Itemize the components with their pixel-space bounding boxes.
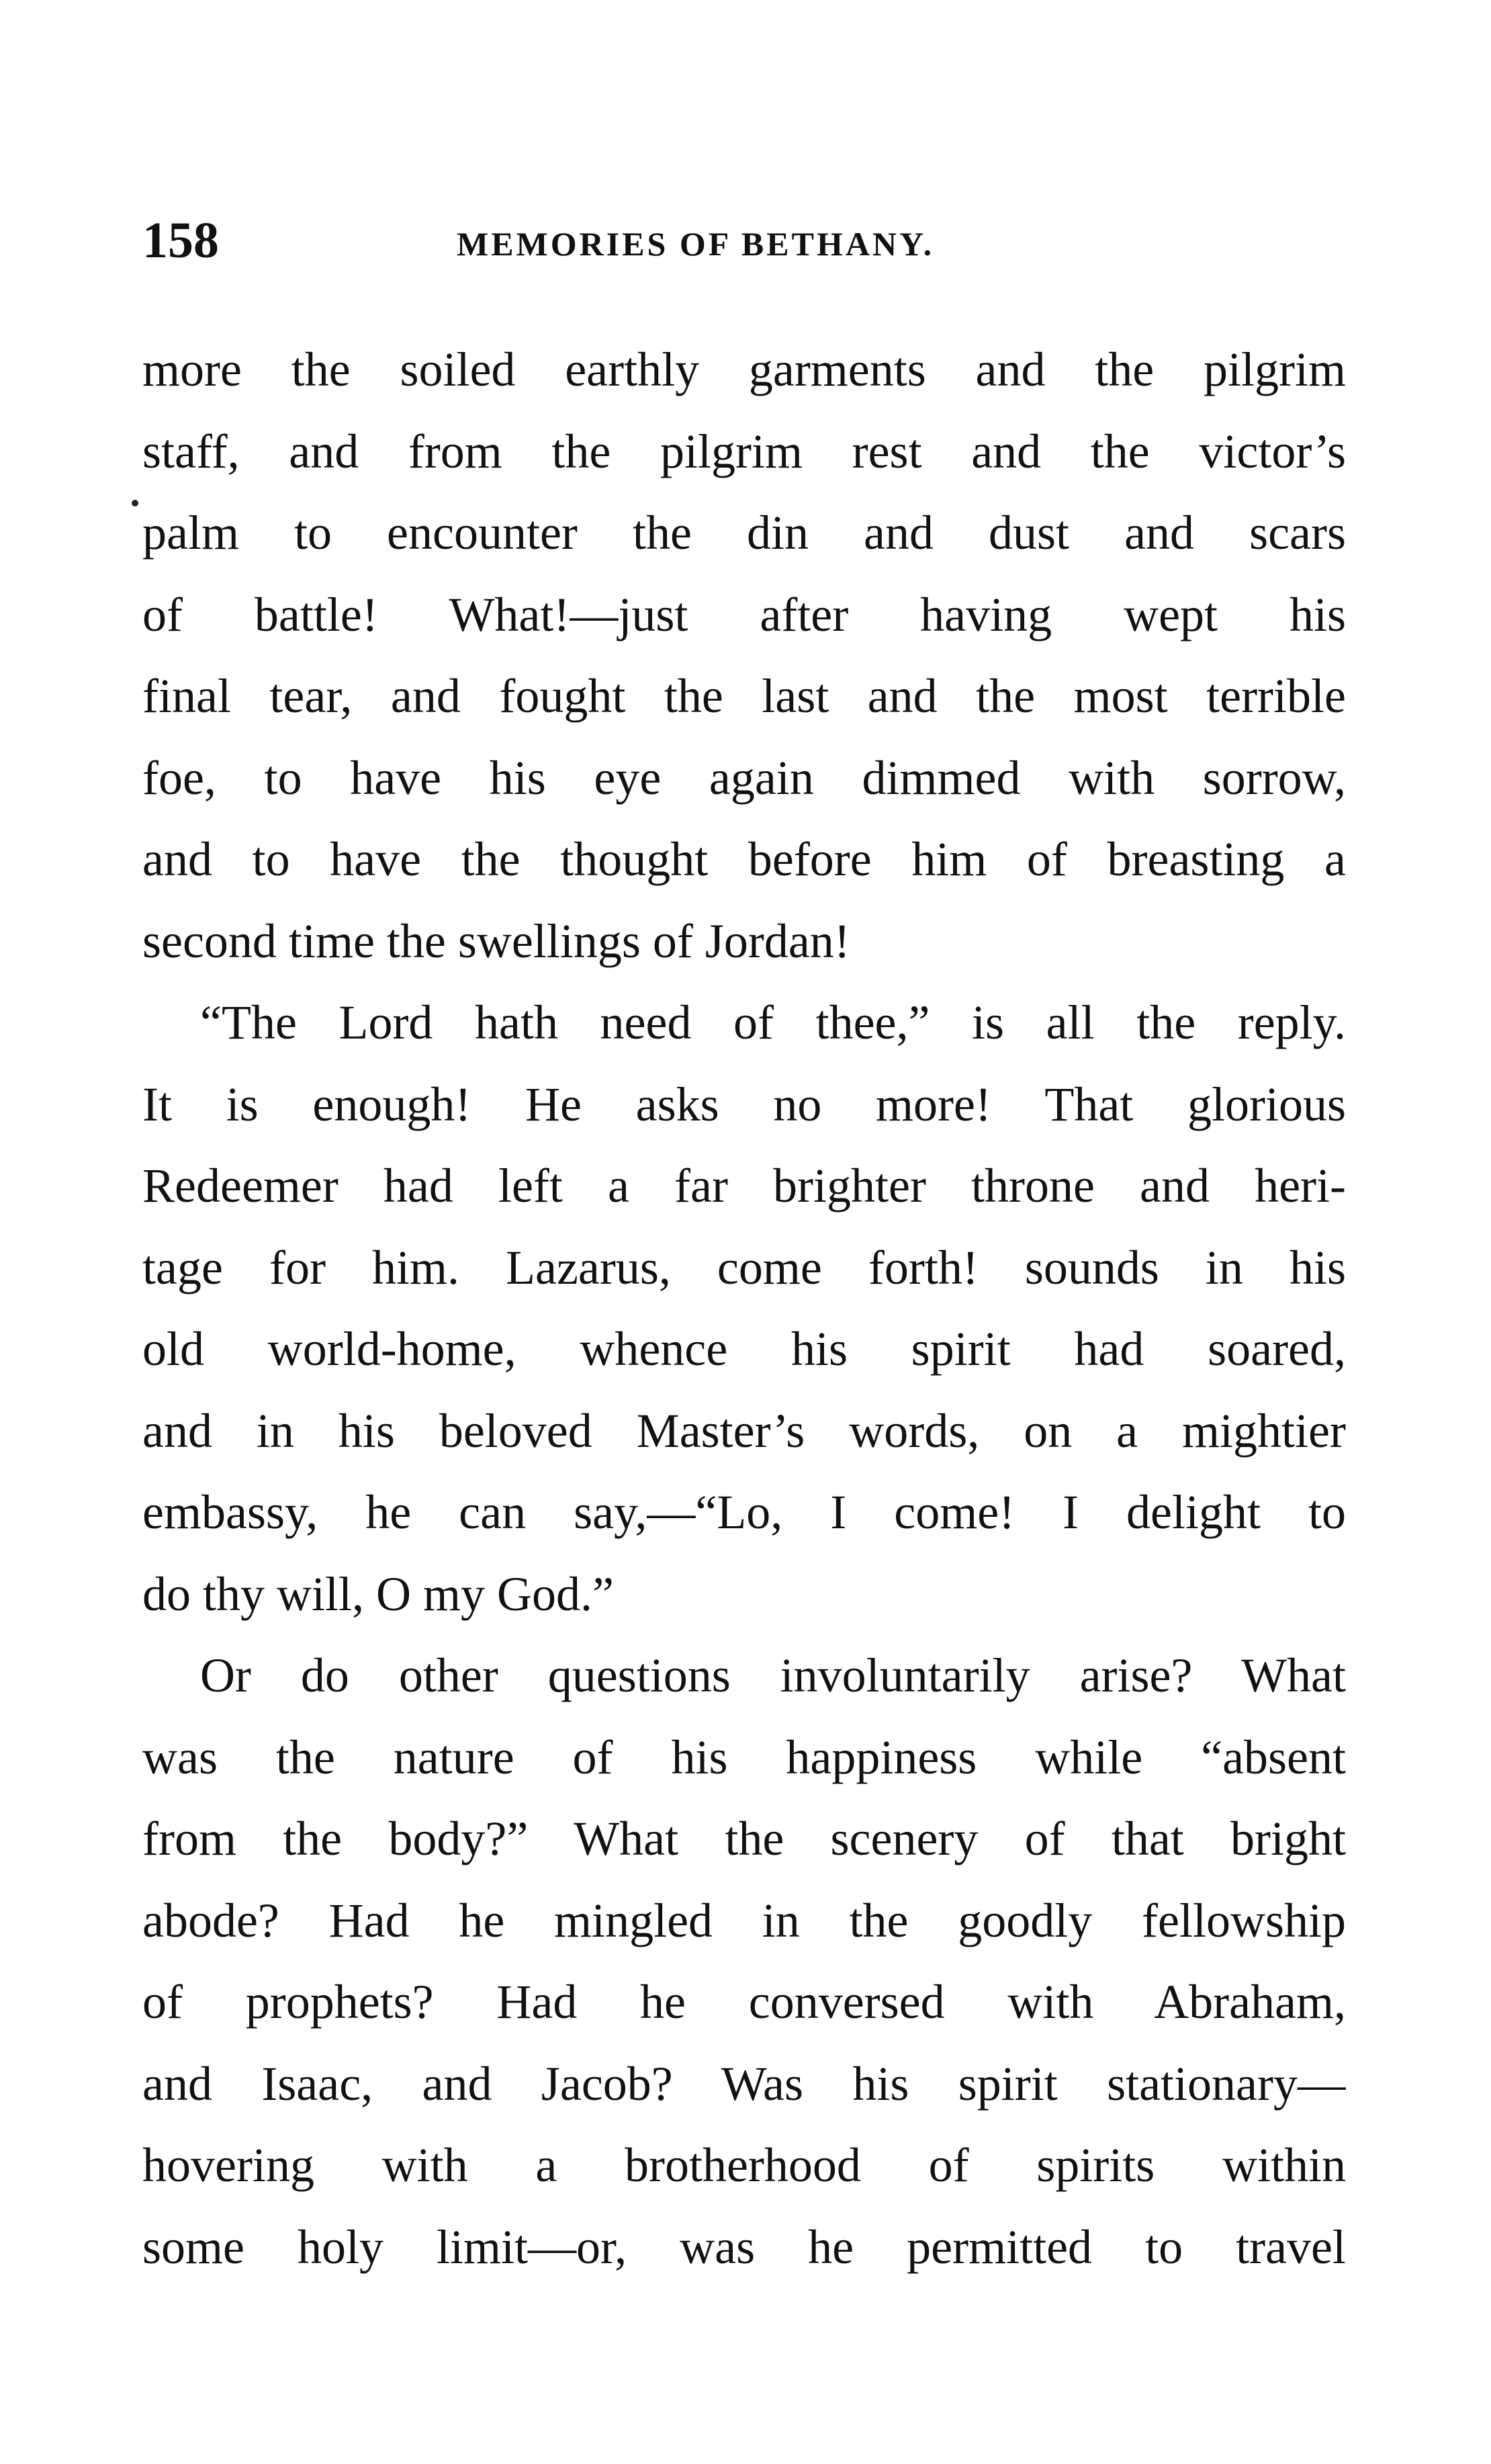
text-line: abode? Had he mingled in the goodly fellowship bbox=[142, 1893, 1346, 1947]
margin-dot bbox=[132, 500, 138, 507]
running-head bbox=[142, 214, 1351, 267]
text-line: tage for him. Lazarus, come forth! sounds in his bbox=[142, 1240, 1346, 1294]
text-line: palm to encounter the din and dust and scars bbox=[142, 506, 1346, 560]
text-line: Redeemer had left a far brighter throne and heri- bbox=[142, 1159, 1346, 1213]
text-line: old world-home, whence his spirit had soared, bbox=[142, 1322, 1346, 1376]
text-line: foe, to have his eye again dimmed with sorrow, bbox=[142, 750, 1346, 805]
text-line: and to have the thought before him of breasting a bbox=[142, 832, 1346, 886]
text-line: second time the swellings of Jordan! bbox=[142, 914, 850, 968]
paragraph-2 bbox=[142, 982, 1346, 1635]
text-line: and in his beloved Master’s words, on a mightier bbox=[142, 1403, 1346, 1458]
text-line: do thy will, O my God.” bbox=[142, 1567, 614, 1621]
body-text bbox=[142, 329, 1346, 2288]
text-line: “The Lord hath need of thee,” is all the reply. bbox=[200, 996, 1346, 1049]
text-line: of battle! What!—just after having wept his bbox=[142, 587, 1346, 642]
text-line: and Isaac, and Jacob? Was his spirit stationary— bbox=[142, 2056, 1346, 2111]
paragraph-3 bbox=[142, 1635, 1346, 2288]
text-line: from the body?” What the scenery of that bright bbox=[142, 1812, 1346, 1865]
running-title: MEMORIES OF BETHANY. bbox=[457, 225, 935, 263]
text-line: some holy limit—or, was he permitted to travel bbox=[142, 2219, 1346, 2274]
paragraph-1 bbox=[142, 329, 1346, 982]
text-line: embassy, he can say,—“Lo, I come! I delight to bbox=[142, 1485, 1346, 1539]
text-line: hovering with a brotherhood of spirits within bbox=[142, 2138, 1346, 2192]
text-line: more the soiled earthly garments and the pilgrim bbox=[142, 343, 1346, 396]
text-line: of prophets? Had he conversed with Abraham, bbox=[142, 1975, 1346, 2029]
text-line: final tear, and fought the last and the most terrible bbox=[142, 669, 1346, 723]
page-number: 158 bbox=[142, 212, 219, 269]
text-line: staff, and from the pilgrim rest and the victor’s bbox=[142, 424, 1346, 478]
text-line: It is enough! He asks no more! That glorious bbox=[142, 1077, 1346, 1131]
text-line: was the nature of his happiness while “absent bbox=[142, 1730, 1346, 1784]
text-line: Or do other questions involuntarily arise? What bbox=[200, 1648, 1346, 1702]
